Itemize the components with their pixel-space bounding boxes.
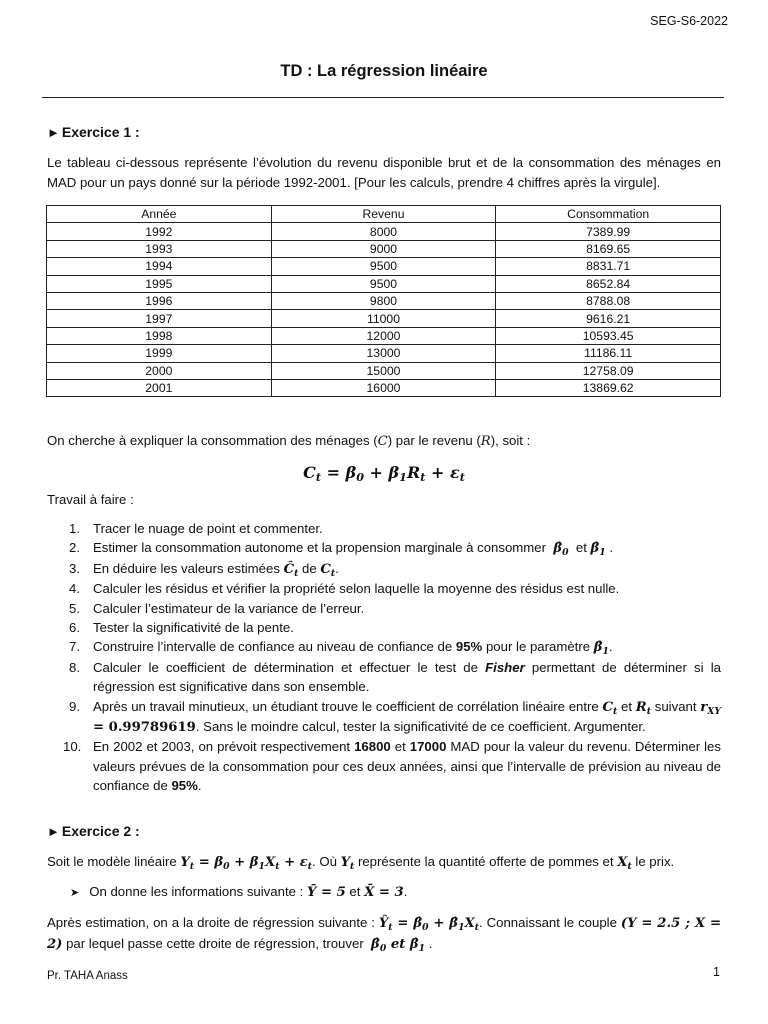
table-cell: 9000 bbox=[271, 240, 496, 257]
task-item: 4. Calculer les résidus et vérifier la propriété selon laquelle la moyenne des résidus est nulle. bbox=[69, 581, 620, 597]
table-cell: 16000 bbox=[271, 379, 496, 396]
column-header: Revenu bbox=[271, 206, 496, 223]
table-cell: 1996 bbox=[47, 292, 272, 309]
table-cell: 8831.71 bbox=[496, 258, 721, 275]
task-item: 2. Estimer la consommation autonome et la propension marginale à consommer $\betâ_0$ et $\betâ_1$ . bbox=[69, 540, 614, 559]
model-sentence: On cherche à expliquer la consommation des ménages (C) par le revenu (R), soit : bbox=[47, 433, 531, 449]
table-cell: 2001 bbox=[47, 379, 272, 396]
page-title: TD : La régression linéaire bbox=[280, 62, 488, 80]
work-label: Travail à faire : bbox=[47, 492, 134, 507]
table-cell: 2000 bbox=[47, 362, 272, 379]
table-cell: 1997 bbox=[47, 310, 272, 327]
table-cell: 9500 bbox=[271, 258, 496, 275]
table-cell: 8169.65 bbox=[496, 240, 721, 257]
column-header: Consommation bbox=[496, 206, 721, 223]
table-cell: 11186.11 bbox=[496, 345, 721, 362]
table-cell: 11000 bbox=[271, 310, 496, 327]
table-cell: 1992 bbox=[47, 223, 272, 240]
task-item: 1. Tracer le nuage de point et commenter. bbox=[69, 521, 323, 536]
exercise-2-model: Soit le modèle linéaire $Y_t = \beta_0 + \beta_1X_t + \varepsilon_t$. Où $Y_t$ représente la quantité offerte de pommes et $X_t$ le prix. bbox=[47, 854, 675, 872]
title-divider bbox=[42, 97, 724, 98]
table-row bbox=[47, 240, 721, 257]
triangle-pointer-icon: ► bbox=[47, 125, 60, 140]
table-row bbox=[47, 327, 721, 344]
table-cell: 1994 bbox=[47, 258, 272, 275]
task-list bbox=[47, 519, 721, 796]
task-item: 7. Construire l’intervalle de confiance au niveau de confiance de 95% pour le paramètre $\betâ_1$. bbox=[69, 639, 613, 658]
task-item: 9. Après un travail minutieux, un étudiant trouve le coefficient de corrélation linéaire entre $C_t$ et $R_t$ suivant $r_{XY} = 0.99789619$. Sans le moindre calcul, tester la significativité de ce coefficient. Argumenter. bbox=[69, 698, 721, 736]
table-row bbox=[47, 310, 721, 327]
task-item: 3. En déduire les valeurs estimées $Ĉ_t$ de $C_t$. bbox=[69, 560, 339, 579]
table-row bbox=[47, 345, 721, 362]
task-item: 5. Calculer l’estimateur de la variance de l’erreur. bbox=[69, 600, 365, 616]
author: Pr. TAHA Anass bbox=[47, 970, 128, 982]
table-cell: 12000 bbox=[271, 327, 496, 344]
course-code: SEG-S6-2022 bbox=[650, 14, 728, 28]
exercise-1-intro: Le tableau ci-dessous représente l’évolution du revenu disponible brut et de la consommation des ménages en MAD pour un pays donné sur la période 1992-2001. [Pour les calculs, prendre 4 chiffres après la virgule]. bbox=[47, 155, 721, 190]
table-cell: 1998 bbox=[47, 327, 272, 344]
table-cell: 8652.84 bbox=[496, 275, 721, 292]
arrow-bullet-icon: ➤ bbox=[70, 887, 80, 899]
table-cell: 7389.99 bbox=[496, 223, 721, 240]
page-number: 1 bbox=[713, 965, 720, 979]
data-table bbox=[46, 205, 721, 397]
table-cell: 9800 bbox=[271, 292, 496, 309]
table-cell: 15000 bbox=[271, 362, 496, 379]
table-cell: 8788.08 bbox=[496, 292, 721, 309]
table-row bbox=[47, 258, 721, 275]
table-row bbox=[47, 275, 721, 292]
table-row bbox=[47, 292, 721, 309]
table-row bbox=[47, 223, 721, 240]
given-info: ➤ On donne les informations suivante : Ȳ = 5 et X̄ = 3. bbox=[70, 884, 408, 900]
table-cell: 12758.09 bbox=[496, 362, 721, 379]
table-cell: 1999 bbox=[47, 345, 272, 362]
task-item: 8. Calculer le coefficient de détermination et effectuer le test de Fisher permettant de déterminer si la régression est significative dans son ensemble. bbox=[69, 659, 721, 695]
regression-equation: $C_t = \beta_0 + \beta_1R_t + \varepsilon_t$ bbox=[303, 463, 465, 484]
table-cell: 1995 bbox=[47, 275, 272, 292]
column-header: Année bbox=[47, 206, 272, 223]
table-cell: 13869.62 bbox=[496, 379, 721, 396]
table-row bbox=[47, 379, 721, 396]
table-row bbox=[47, 362, 721, 379]
table-cell: 9616.21 bbox=[496, 310, 721, 327]
exercise-2-question: Après estimation, on a la droite de régression suivante : $Ŷ_t$ = $\betâ_0$ + $\betâ_1X_t$. Connaissant le couple (Y = 2.5 ; X = 2) par lequel passe cette droite de régression, trouver $\betâ_0$ et $\betâ_1$ . bbox=[47, 915, 721, 954]
exercise-2-heading bbox=[47, 823, 140, 839]
exercise-1-label: Exercice 1 : bbox=[61, 124, 140, 140]
task-item: 6. Tester la significativité de la pente. bbox=[69, 620, 294, 636]
table-header-row bbox=[47, 206, 721, 223]
table-cell: 13000 bbox=[271, 345, 496, 362]
task-item: 10. En 2002 et 2003, on prévoit respectivement 16800 et 17000 MAD pour la valeur du revenu. Déterminer les valeurs prévues de la consommation pour ces deux années, ainsi que l’intervalle de prévision au niveau de confiance de 95%. bbox=[63, 739, 721, 794]
table-body bbox=[47, 223, 721, 397]
table-cell: 10593.45 bbox=[496, 327, 721, 344]
table-cell: 1993 bbox=[47, 240, 272, 257]
triangle-pointer-icon: ► bbox=[47, 824, 60, 839]
table-cell: 9500 bbox=[271, 275, 496, 292]
exercise-1-heading bbox=[47, 124, 140, 140]
table-cell: 8000 bbox=[271, 223, 496, 240]
exercise-2-label: Exercice 2 : bbox=[61, 823, 140, 839]
